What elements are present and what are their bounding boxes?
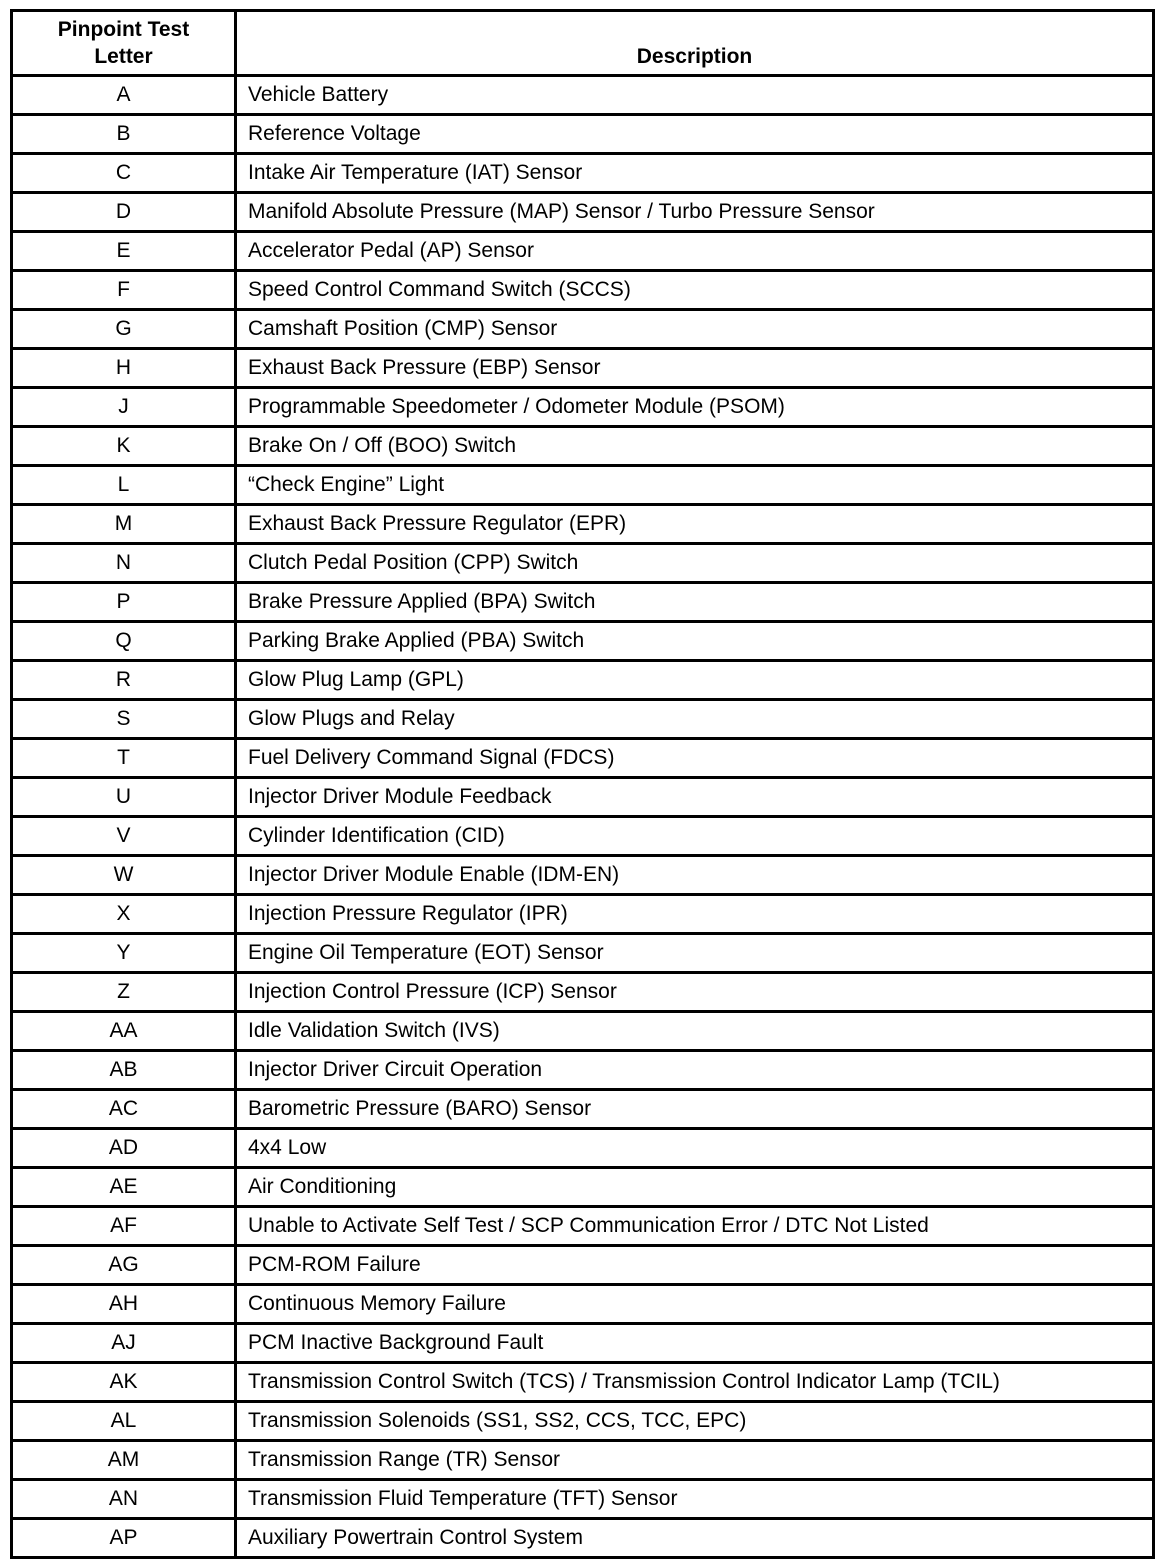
- description-cell: Transmission Fluid Temperature (TFT) Sensor: [236, 1480, 1154, 1519]
- table-row: [12, 1519, 1154, 1558]
- description-cell: Speed Control Command Switch (SCCS): [236, 271, 1154, 310]
- table-row: [12, 505, 1154, 544]
- description-cell: Fuel Delivery Command Signal (FDCS): [236, 739, 1154, 778]
- description-cell: Brake On / Off (BOO) Switch: [236, 427, 1154, 466]
- table-row: [12, 1051, 1154, 1090]
- table-row: [12, 934, 1154, 973]
- pinpoint-test-letter-cell: AA: [12, 1012, 236, 1051]
- table-row: [12, 1285, 1154, 1324]
- table-row: [12, 895, 1154, 934]
- description-cell: Manifold Absolute Pressure (MAP) Sensor / Turbo Pressure Sensor: [236, 193, 1154, 232]
- pinpoint-test-letter-cell: V: [12, 817, 236, 856]
- description-cell: Clutch Pedal Position (CPP) Switch: [236, 544, 1154, 583]
- pinpoint-test-letter-cell: AK: [12, 1363, 236, 1402]
- pinpoint-test-letter-cell: AF: [12, 1207, 236, 1246]
- pinpoint-test-letter-cell: AM: [12, 1441, 236, 1480]
- description-cell: Injector Driver Module Enable (IDM-EN): [236, 856, 1154, 895]
- pinpoint-test-letter-cell: C: [12, 154, 236, 193]
- pinpoint-test-letter-cell: AD: [12, 1129, 236, 1168]
- description-cell: PCM Inactive Background Fault: [236, 1324, 1154, 1363]
- table-row: [12, 739, 1154, 778]
- description-cell: Transmission Solenoids (SS1, SS2, CCS, TCC, EPC): [236, 1402, 1154, 1441]
- pinpoint-test-letter-cell: AP: [12, 1519, 236, 1558]
- table-row: [12, 622, 1154, 661]
- table-row: [12, 1207, 1154, 1246]
- description-cell: Glow Plugs and Relay: [236, 700, 1154, 739]
- pinpoint-test-letter-cell: AN: [12, 1480, 236, 1519]
- column-header-description: Description: [236, 11, 1154, 76]
- description-cell: Exhaust Back Pressure Regulator (EPR): [236, 505, 1154, 544]
- description-cell: Injection Pressure Regulator (IPR): [236, 895, 1154, 934]
- table-row: [12, 115, 1154, 154]
- pinpoint-test-letter-cell: M: [12, 505, 236, 544]
- header-row: [12, 11, 1154, 76]
- column-header-letter: [12, 11, 236, 76]
- table-header: [12, 11, 1154, 76]
- table-row: [12, 76, 1154, 115]
- table-row: [12, 1090, 1154, 1129]
- pinpoint-test-letter-cell: U: [12, 778, 236, 817]
- table-row: [12, 778, 1154, 817]
- pinpoint-test-letter-cell: D: [12, 193, 236, 232]
- pinpoint-test-letter-cell: B: [12, 115, 236, 154]
- description-cell: Exhaust Back Pressure (EBP) Sensor: [236, 349, 1154, 388]
- description-cell: PCM-ROM Failure: [236, 1246, 1154, 1285]
- pinpoint-test-letter-cell: AL: [12, 1402, 236, 1441]
- table-row: [12, 1168, 1154, 1207]
- table-row: [12, 388, 1154, 427]
- table-body: [12, 76, 1154, 1558]
- table-row: [12, 973, 1154, 1012]
- pinpoint-test-letter-cell: J: [12, 388, 236, 427]
- description-cell: Barometric Pressure (BARO) Sensor: [236, 1090, 1154, 1129]
- table-row: [12, 700, 1154, 739]
- pinpoint-test-letter-cell: AG: [12, 1246, 236, 1285]
- table-row: [12, 310, 1154, 349]
- pinpoint-test-letter-cell: W: [12, 856, 236, 895]
- description-cell: Injection Control Pressure (ICP) Sensor: [236, 973, 1154, 1012]
- table-row: [12, 1441, 1154, 1480]
- pinpoint-test-letter-cell: Y: [12, 934, 236, 973]
- table-row: [12, 1012, 1154, 1051]
- table-row: [12, 349, 1154, 388]
- pinpoint-test-letter-cell: T: [12, 739, 236, 778]
- pinpoint-test-letter-cell: P: [12, 583, 236, 622]
- pinpoint-test-letter-cell: F: [12, 271, 236, 310]
- pinpoint-test-letter-cell: Z: [12, 973, 236, 1012]
- table-row: [12, 232, 1154, 271]
- description-cell: Injector Driver Module Feedback: [236, 778, 1154, 817]
- description-cell: Auxiliary Powertrain Control System: [236, 1519, 1154, 1558]
- column-header-letter-line2: Letter: [94, 45, 153, 68]
- description-cell: Reference Voltage: [236, 115, 1154, 154]
- table-row: [12, 466, 1154, 505]
- description-cell: Vehicle Battery: [236, 76, 1154, 115]
- table-row: [12, 1363, 1154, 1402]
- description-cell: Engine Oil Temperature (EOT) Sensor: [236, 934, 1154, 973]
- pinpoint-test-letter-cell: AB: [12, 1051, 236, 1090]
- table-row: [12, 583, 1154, 622]
- column-header-letter-line1: Pinpoint Test: [57, 18, 190, 41]
- pinpoint-test-letter-cell: G: [12, 310, 236, 349]
- pinpoint-test-letter-cell: S: [12, 700, 236, 739]
- table-row: [12, 817, 1154, 856]
- pinpoint-test-letter-cell: N: [12, 544, 236, 583]
- description-cell: Accelerator Pedal (AP) Sensor: [236, 232, 1154, 271]
- description-cell: Injector Driver Circuit Operation: [236, 1051, 1154, 1090]
- description-cell: Transmission Control Switch (TCS) / Transmission Control Indicator Lamp (TCIL): [236, 1363, 1154, 1402]
- table-row: [12, 544, 1154, 583]
- description-cell: Programmable Speedometer / Odometer Module (PSOM): [236, 388, 1154, 427]
- pinpoint-test-letter-cell: E: [12, 232, 236, 271]
- description-cell: Parking Brake Applied (PBA) Switch: [236, 622, 1154, 661]
- description-cell: Cylinder Identification (CID): [236, 817, 1154, 856]
- table-row: [12, 271, 1154, 310]
- pinpoint-test-letter-cell: AJ: [12, 1324, 236, 1363]
- description-cell: Transmission Range (TR) Sensor: [236, 1441, 1154, 1480]
- description-cell: “Check Engine” Light: [236, 466, 1154, 505]
- pinpoint-test-letter-cell: AC: [12, 1090, 236, 1129]
- pinpoint-test-letter-cell: Q: [12, 622, 236, 661]
- table-row: [12, 1402, 1154, 1441]
- description-cell: Idle Validation Switch (IVS): [236, 1012, 1154, 1051]
- pinpoint-test-letter-cell: H: [12, 349, 236, 388]
- description-cell: Brake Pressure Applied (BPA) Switch: [236, 583, 1154, 622]
- table-row: [12, 154, 1154, 193]
- table-row: [12, 1129, 1154, 1168]
- description-cell: Intake Air Temperature (IAT) Sensor: [236, 154, 1154, 193]
- pinpoint-test-letter-cell: A: [12, 76, 236, 115]
- table-row: [12, 1246, 1154, 1285]
- description-cell: 4x4 Low: [236, 1129, 1154, 1168]
- pinpoint-test-letter-cell: AH: [12, 1285, 236, 1324]
- table-row: [12, 193, 1154, 232]
- description-cell: Air Conditioning: [236, 1168, 1154, 1207]
- description-cell: Glow Plug Lamp (GPL): [236, 661, 1154, 700]
- pinpoint-test-letter-cell: R: [12, 661, 236, 700]
- description-cell: Unable to Activate Self Test / SCP Communication Error / DTC Not Listed: [236, 1207, 1154, 1246]
- pinpoint-test-letter-cell: X: [12, 895, 236, 934]
- table-row: [12, 1324, 1154, 1363]
- pinpoint-test-table-container: [10, 9, 1152, 1559]
- pinpoint-test-table: [10, 9, 1155, 1559]
- table-row: [12, 856, 1154, 895]
- pinpoint-test-letter-cell: AE: [12, 1168, 236, 1207]
- pinpoint-test-letter-cell: L: [12, 466, 236, 505]
- pinpoint-test-letter-cell: K: [12, 427, 236, 466]
- table-row: [12, 1480, 1154, 1519]
- table-row: [12, 427, 1154, 466]
- description-cell: Camshaft Position (CMP) Sensor: [236, 310, 1154, 349]
- table-row: [12, 661, 1154, 700]
- description-cell: Continuous Memory Failure: [236, 1285, 1154, 1324]
